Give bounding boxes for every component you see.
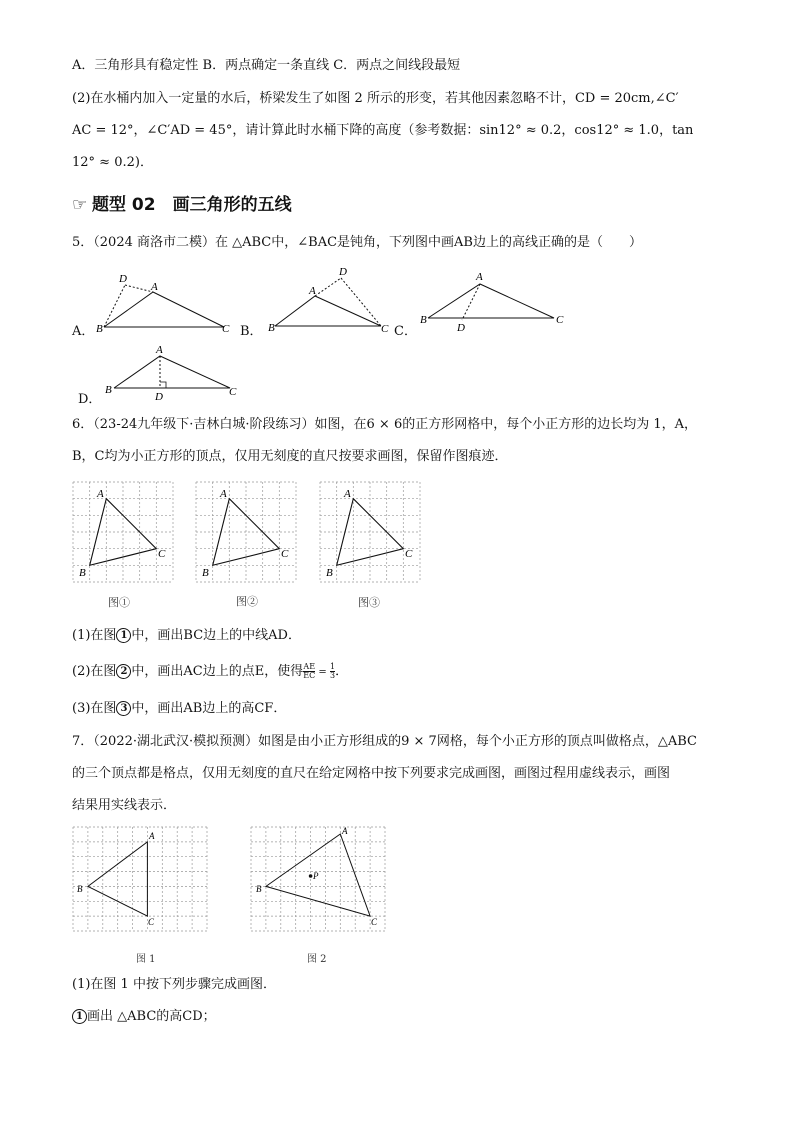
q5-option-d-label: D． [78,392,102,407]
label-b: B [105,384,112,396]
label-b: B [326,567,333,579]
q4-part2-line3: 12° ≈ 0.2)． [72,155,153,170]
label-d: D [119,273,127,285]
label-a: A [344,488,351,500]
q5-option-a-label: A． [72,324,95,339]
q5-figure-d [103,343,253,403]
label-b: B [202,567,209,579]
label-a: A [151,281,158,293]
label-b: B [420,314,427,326]
ratio-ae-ec: $\frac{AE}{EC}$ [303,662,316,680]
q7-part1: (1)在图 1 中按下列步骤完成画图． [72,977,276,992]
label-d: D [155,391,163,403]
q7-stem-line1: 7．（2022·湖北武汉·模拟预测）如图是由小正方形组成的9 × 7网格，每个小正方形的顶点叫做格点，△ABC [72,734,697,749]
q6-caption-2: 图② [236,595,258,608]
label-c: C [381,323,389,332]
q7-grid-figure-2 [250,826,388,932]
circled-number: 1 [72,1009,87,1024]
circled-number: 2 [116,664,131,679]
label-c: C [281,548,289,560]
q7-stem-line2: 的三个顶点都是格点，仅用无刻度的直尺在给定网格中按下列要求完成画图，画图过程用虚线表示，画图 [72,766,671,781]
circled-number: 1 [116,628,131,643]
label-d: D [339,266,347,278]
q5-option-c-label: C． [394,324,417,339]
label-c: C [556,314,564,326]
q6-part3: (3)在图 3 中，画出AB边上的高CF． [72,701,287,716]
label-b: B [96,323,103,335]
section-heading [72,190,292,215]
q7-grid-figure-1 [72,826,210,932]
pointing-hand-icon: ☞ [72,195,88,215]
label-c: C [148,917,155,927]
q7-caption-2: 图 2 [307,954,327,965]
q6-stem-line1: 6．（23-24九年级下·吉林白城·阶段练习）如图，在6 × 6的正方形网格中，每个小正方形的边长均为 1，A， [72,417,698,432]
q5-figure-c [418,268,578,333]
q6-grid-figure-3 [319,481,423,585]
label-c: C [158,548,166,560]
q6-part2: (2)在图 2 中，画出AC边上的点E，使得 $\frac{AE}{EC}$ = $\frac{1}{3}$ ． [72,662,349,680]
label-b: B [77,884,83,894]
q5-stem: 5．（2024 商洛市二模）在 △ABC中，∠BAC是钝角，下列图中画AB边上的高线正确的是（ ） [72,235,642,250]
q4-part2-line2: AC = 12°，∠C′AD = 45°，请计算此时水桶下降的高度（参考数据：sin12° ≈ 0.2，cos12° ≈ 1.0，tan [72,123,694,138]
q6-part1: (1)在图 1 中，画出BC边上的中线AD． [72,628,301,643]
section-title: 题型 02 画三角形的五线 [92,195,292,215]
circled-number: 3 [116,701,131,716]
label-d: D [457,322,465,333]
q5-figure-b [268,262,408,332]
q7-stem-line3: 结果用实线表示． [72,798,177,813]
q6-grid-figure-2 [195,481,299,585]
q6-grid-figure-1 [72,481,176,585]
label-b: B [256,884,262,894]
q6-stem-line2: B，C均为小正方形的顶点，仅用无刻度的直尺按要求画图，保留作图痕迹． [72,449,508,464]
q4-part2-line1: (2)在水桶内加入一定量的水后，桥梁发生了如图 2 所示的形变，若其他因素忽略不计，CD = 20cm,∠C′ [72,91,679,106]
label-c: C [405,548,413,560]
label-b: B [79,567,86,579]
q7-caption-1: 图 1 [136,954,156,965]
label-a: A [476,271,483,283]
label-a: A [97,488,104,500]
label-a: A [149,831,155,841]
q4-options: A．三角形具有稳定性 B．两点确定一条直线 C．两点之间线段最短 [72,58,461,73]
label-p: P [313,871,319,881]
q5-figure-a [95,268,235,338]
q6-caption-1: 图① [108,596,130,609]
q7-step1: 1 画出 △ABC的高CD； [72,1008,216,1026]
point-p-marker [309,874,313,878]
label-a: A [156,344,163,356]
label-b: B [268,322,275,332]
ratio-value: $\frac{1}{3}$ [329,662,336,680]
q5-option-b-label: B． [240,324,263,339]
label-a: A [309,285,316,297]
label-c: C [222,323,230,335]
label-c: C [371,917,378,927]
label-c: C [229,386,237,398]
label-a: A [220,488,227,500]
label-a: A [342,826,348,836]
q6-caption-3: 图③ [358,596,380,609]
